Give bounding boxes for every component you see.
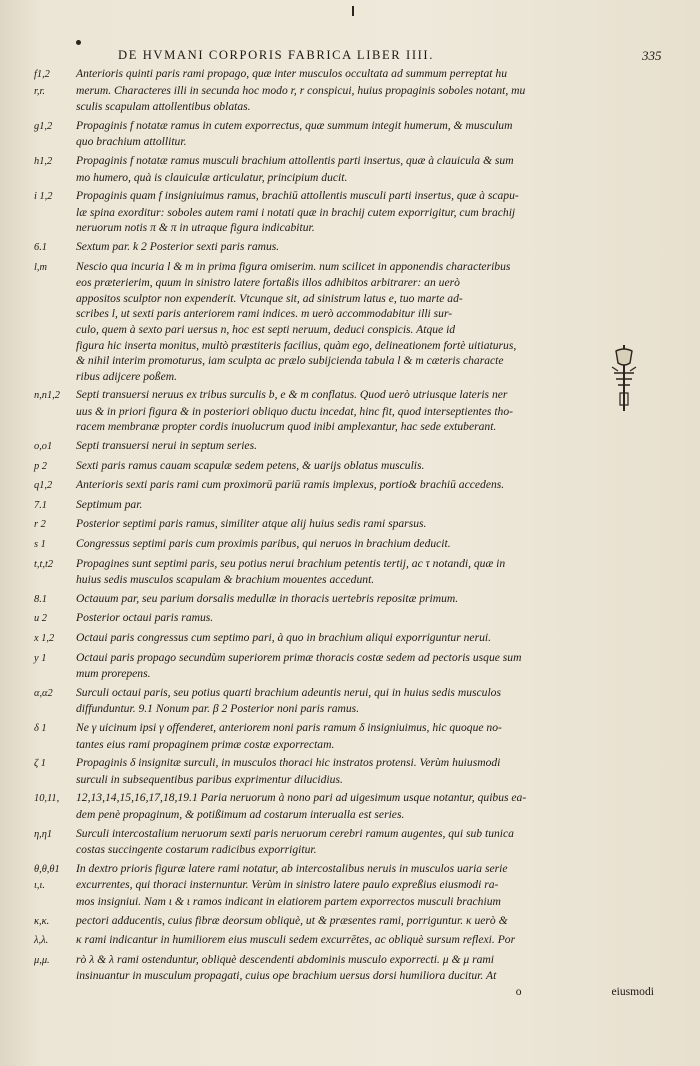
text-line [34,755,670,772]
text-line [34,516,670,533]
text-line [34,259,670,276]
margin-key: θ,θ,θ1 [34,863,60,875]
margin-key: n,n1,2 [34,390,60,402]
text-line [34,134,670,150]
margin-key: u 2 [34,613,47,625]
text-line [34,275,670,291]
page-body [34,66,670,999]
line-text: Septi transuersi neruus ex tribus surculis b, e & m conflatus. Quod uerò utriusque lateris ner [76,388,508,402]
line-text: Octaui paris propago secundùm superiorem primæ thoracis costæ sedem ad pectoris usque sum [76,650,522,664]
ink-dot [76,40,81,45]
catchline [34,984,670,1000]
text-line [34,826,670,843]
top-mark [352,6,354,16]
line-text: excurrentes, qui thoraci insternuntur. Verùm in sinistro latere paulo expreßius eiusmodi ra- [76,878,499,892]
text-line [34,477,670,494]
text-line [34,170,670,186]
line-text: ribus adijcere poßem. [76,369,177,383]
margin-key: s 1 [34,539,46,551]
page-number: 335 [642,48,662,63]
text-line [34,338,670,354]
margin-key: μ,μ. [34,954,50,966]
margin-key: p 2 [34,460,47,472]
margin-key: g1,2 [34,120,53,132]
text-line [34,650,670,667]
text-line [34,861,670,878]
text-line [34,239,670,256]
text-line [34,842,670,858]
margin-key: y 1 [34,652,47,664]
text-line [34,66,670,83]
margin-key: 6.1 [34,241,47,253]
line-text: diffunduntur. 9.1 Nonum par. β 2 Posterior noni paris ramus. [76,702,360,716]
signature-mark: o [515,984,522,998]
margin-key: δ 1 [34,722,47,734]
line-text: tantes eius rami propaginem primæ costæ exporrectam. [76,737,335,751]
line-text: Propaginis f notatæ ramus musculi brachium attollentis parti insertus, quæ à clauicula & sum [76,153,514,167]
text-line [34,968,670,984]
line-text: Ne γ uicinum ipsi γ offenderet, anteriorem noni paris ramum δ insigniuimus, hic quoque no- [76,720,502,734]
text-line [34,894,670,910]
line-text: Nescio qua incuria l & m in prima figura omiserim. num scilicet in apponendis characteribus [76,259,511,273]
text-line [34,877,670,894]
line-text: Congressus septimi paris cum proximis paribus, qui neruos in brachium deducit. [76,537,451,551]
margin-key: x 1,2 [34,633,55,644]
line-text: Propagines sunt septimi paris, seu potius nerui brachium petentis tertij, ac τ notandi, quæ in [76,556,506,570]
line-text: uus & in priori figura & in posteriori obliquo ductu incedat, hinc fit, quod interseptientes tho- [76,404,514,418]
line-text: 12,13,14,15,16,17,18,19.1 Paria neruorum à nono pari ad uigesimum usque notantur, quibus ea- [76,791,527,805]
text-line [34,291,670,307]
text-line [34,118,670,135]
text-line [34,556,670,573]
line-text: neruorum notis π & π in utraque figura indicabitur. [76,221,315,235]
line-text: Octaui paris congressus cum septimo pari, à quo in brachium aliqui exporriguntur nerui. [76,631,491,644]
line-text: Propaginis quam f insigniuimus ramus, brachiū attollentis musculi parti insertus, quæ à scapu- [76,189,519,203]
text-line [34,913,670,930]
text-line [34,737,670,753]
text-line [34,701,670,717]
line-text: insinuantur in musculum propagati, cuius ope brachium uersus dorsi humiliora ducitur. At [76,969,497,983]
line-text: Propaginis f notatæ ramus in cutem exporrectus, quæ summum integit humerum, & musculum [76,118,513,132]
text-line [34,83,670,100]
text-line [34,772,670,788]
line-text: surculi in subsequentibus paribus exprimentur dilucidius. [76,772,343,786]
margin-key: α,α2 [34,687,53,699]
text-line [34,790,670,807]
margin-key: t,t,t2 [34,558,54,570]
margin-key: i 1,2 [34,191,53,203]
line-text: Surculi intercostalium neruorum sexti paris neruorum cerebri ramum augentes, qui sub tunica [76,826,514,840]
text-line [34,369,670,385]
text-line [34,205,670,221]
text-line [34,404,670,420]
line-text: Septimum par. [76,497,143,511]
text-line [34,419,670,435]
line-text: pectori adducentis, cuius fibræ deorsum obliquè, ut & præsentes rami, porriguntur. κ uerò & [76,913,508,927]
line-text: Anterioris quinti paris rami propago, quæ inter musculos occultata ad summum perreptat hu [76,67,508,80]
line-text: Anterioris sexti paris rami cum proximorū pariū ramis implexus, portio& brachiū accedens. [76,478,505,492]
text-line [34,807,670,823]
text-line [34,99,670,115]
text-line [34,572,670,588]
inset-figure [610,343,638,413]
text-line [34,353,670,369]
text-line [34,458,670,475]
text-line [34,591,670,608]
line-text: rò λ & λ rami ostenduntur, obliquè descendenti abdominis musculo exporrecti. μ & μ rami [76,952,494,966]
text-line [34,610,670,627]
line-text: Posterior septimi paris ramus, similiter atque alij huius sedis rami sparsus. [76,517,427,531]
line-text: mos insigniui. Nam ι & ι ramos indicant in elatiorem partem exporrectos musculi brachium [76,894,501,908]
line-text: mum prorepens. [76,667,151,681]
text-line [34,685,670,702]
margin-key: f1,2 [34,69,50,80]
line-text: merum. Characteres illi in secunda hoc modo r, r conspicui, huius propaginis soboles notant, mu [76,83,526,97]
line-text: Surculi octaui paris, seu potius quarti brachium adeuntis nerui, qui in huius sedis musculos [76,685,501,699]
line-text: appositos sculptor non expenderit. Vtcunque sit, ad sinistrum latus e, tuo marte ad- [76,291,463,305]
text-line [34,322,670,338]
line-text: racem membranæ propter cordis inuolucrum quod inibi amplexantur, hac sede extuberant. [76,420,497,434]
line-text: eos præterierim, quum in sinistro latere fortaßis illos adhibitos arbitrarer: an uerò [76,276,460,290]
line-text: Sexti paris ramus cauam scapulæ sedem petens, & uarijs oblatus musculis. [76,458,425,472]
line-text: Octauum par, seu parium dorsalis medullæ in thoracis uertebris repositæ primum. [76,591,459,605]
margin-key: 10,11, [34,793,60,805]
line-text: Posterior octaui paris ramus. [76,611,214,625]
text-line [34,220,670,236]
margin-key: o,o1 [34,441,53,453]
margin-key: ι,ι. [34,880,45,892]
line-text: huius sedis musculos scapulam & brachium mouentes accedunt. [76,573,375,587]
line-text: sculis scapulam attollentibus oblatas. [76,100,251,114]
margin-key: l,m [34,261,47,273]
line-text: costas succingente costarum radicibus exporrigitur. [76,843,317,857]
line-text: figura hic inserta monitus, multò præstiteris facilius, quàm ego, delineationem fortè uitiaturus, [76,338,517,352]
margin-key: η,η1 [34,828,53,840]
line-text: quo brachium attollitur. [76,135,187,149]
text-line [34,932,670,949]
line-text: In dextro prioris figuræ latere rami notatur, ab intercostalibus neruis in musculos uaria serie [76,861,508,875]
text-line [34,952,670,969]
text-line [34,306,670,322]
running-head: DE HVMANI CORPORIS FABRICA LIBER IIII. [118,48,434,62]
text-line [34,153,670,170]
line-text: dem penè propaginum, & potißimum ad costarum interualla est series. [76,807,405,821]
margin-key: r 2 [34,519,46,531]
line-text: Sextum par. k 2 Posterior sexti paris ramus. [76,239,280,253]
margin-key: 8.1 [34,593,47,605]
line-text: culo, quem à sexto pari uersus n, hoc est septi neruum, deduci conspicis. Atque id [76,322,456,336]
catchword: eiusmodi [611,984,654,998]
margin-key: q1,2 [34,480,53,492]
text-line [34,387,670,404]
text-line [34,666,670,682]
margin-key: 7.1 [34,499,47,511]
text-line [34,630,670,647]
line-text: κ rami indicantur in humiliorem eius musculi sedem excurrētes, ac obliquè sursum reflexi. Por [76,933,516,947]
text-line [34,497,670,514]
margin-key: λ,λ. [34,935,49,947]
text-line [34,438,670,455]
line-text: læ spina exorditur: soboles autem rami i notati quæ in brachij cutem exporrigitur, cum brachij [76,205,516,219]
line-text: scribes l, ut sexti paris anteriorem rami indices. m uerò accommodabitur illi sur- [76,307,453,321]
line-text: Septi transuersi nerui in septum series. [76,439,257,453]
margin-key: h1,2 [34,155,53,167]
margin-key: ζ 1 [34,758,46,770]
line-text: Propaginis δ insignitæ surculi, in musculos thoraci hic instratos protensi. Verùm huiusmodi [76,756,501,770]
text-line [34,720,670,737]
text-line [34,536,670,553]
margin-key: κ,κ. [34,915,50,927]
margin-key: r,r. [34,85,45,97]
line-text: & nihil interim promoturus, iam sculpta ac prælo subijcienda tabula l & m cæteris characte [76,354,504,368]
text-line [34,188,670,205]
line-text: mo humero, quà is clauiculæ articulatur, principium ducit. [76,170,348,184]
